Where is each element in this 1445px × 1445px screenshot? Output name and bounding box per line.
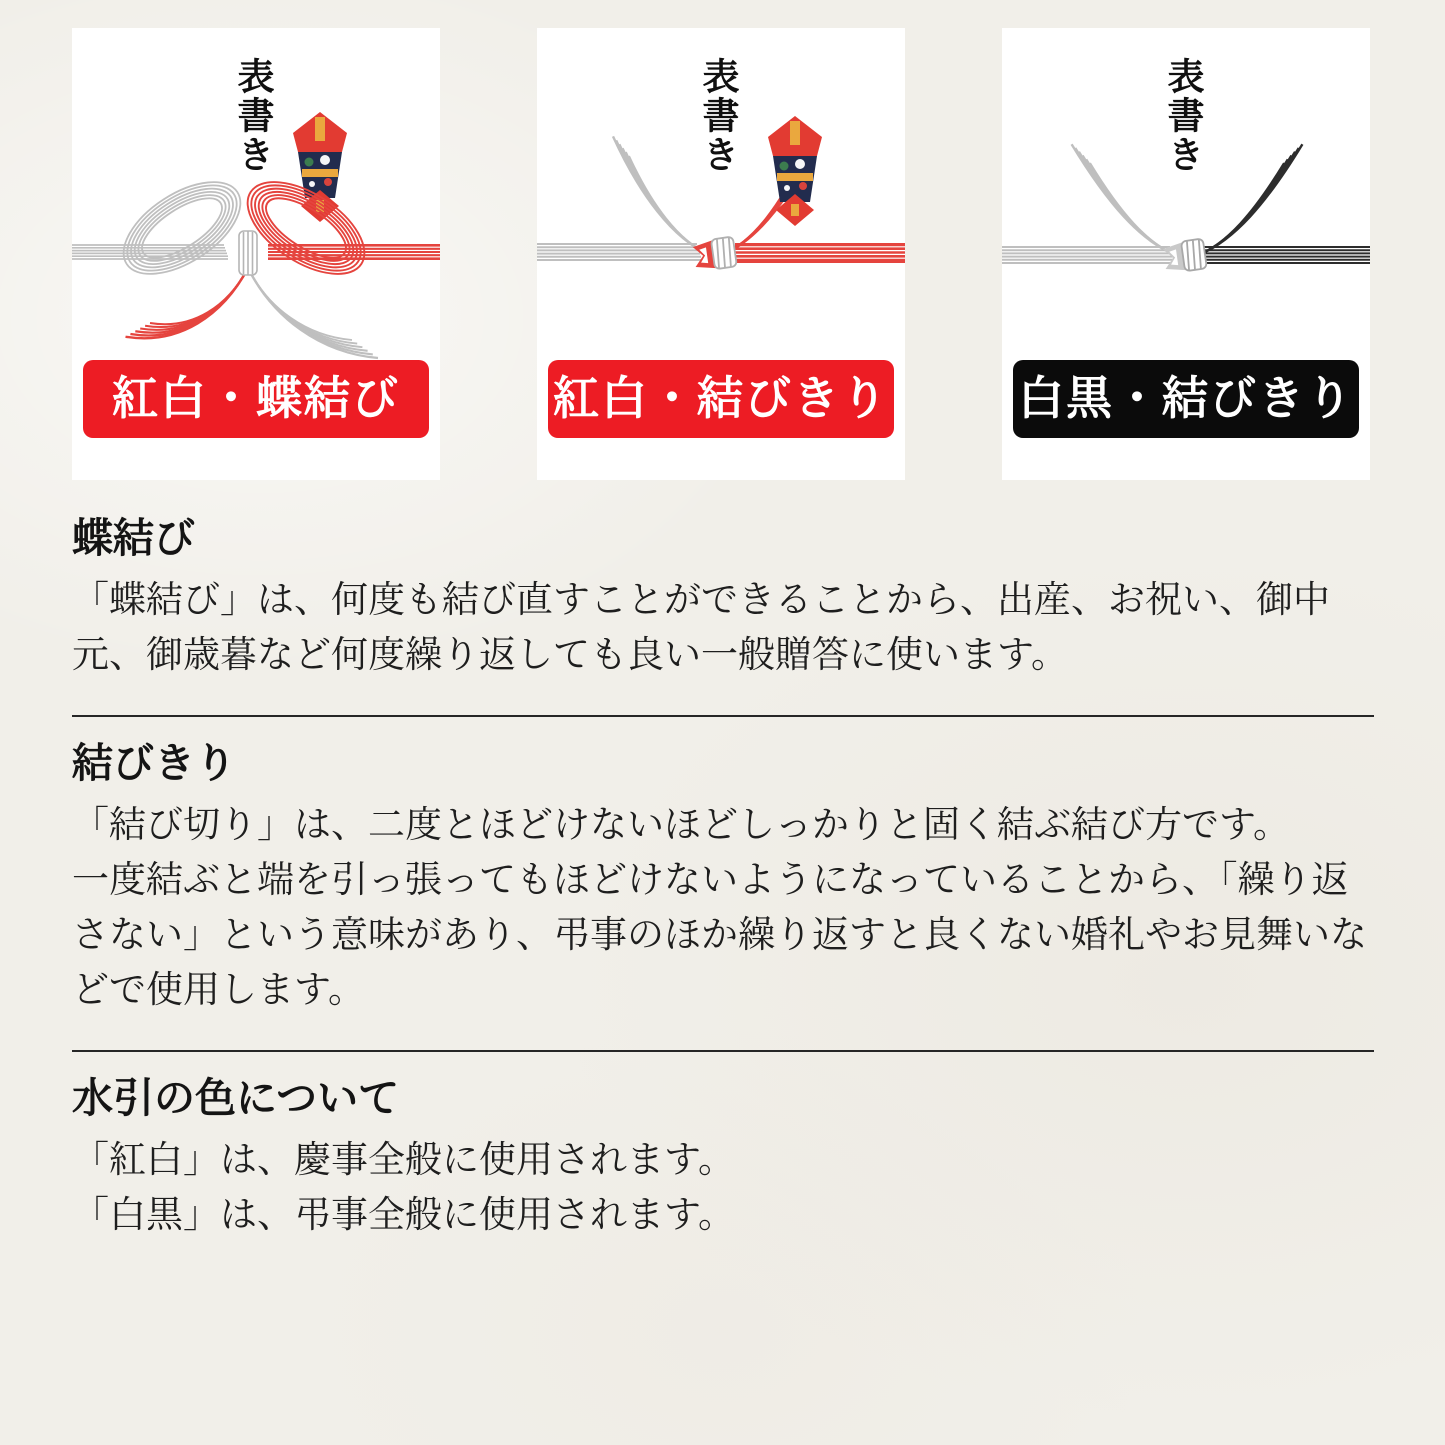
caption-badge-shirokuro-musubikiri: 白黒・結びきり: [1013, 360, 1359, 438]
noshi-examples-row: [72, 28, 1370, 480]
section-paragraph: 一度結ぶと端を引っ張ってもほどけないようになっていることから、「繰り返さない」という意味があり、弔事のほか繰り返すと良くない婚礼やお見舞いなどで使用します。: [72, 860, 1367, 1011]
caption-badge-kohaku-musubikiri: 紅白・結びきり: [548, 360, 894, 438]
divider: [72, 715, 1374, 717]
section-paragraph: 「白黒」は、弔事全般に使用されます。: [72, 1195, 736, 1236]
section-heading-chomusubi: 蝶結び: [72, 515, 195, 561]
section-chomusubi: [72, 515, 1374, 683]
knot-wrap: [239, 231, 257, 275]
section-paragraph: 「結び切り」は、二度とほどけないほどしっかりと固く結ぶ結び方です。: [72, 805, 1291, 846]
omotegaki-vertical-label: 表書き: [231, 57, 273, 174]
explanation-sections: [72, 515, 1374, 1243]
noshi-card-shirokuro-musubikiri: [1002, 28, 1370, 480]
omotegaki-vertical-label: 表書き: [696, 57, 738, 174]
section-paragraph: 「紅白」は、慶事全般に使用されます。: [72, 1140, 736, 1181]
section-paragraph: 「蝶結び」は、何度も結び直すことができることから、出産、お祝い、御中元、御歳暮など何度繰り返しても良い一般贈答に使います。: [72, 580, 1330, 676]
section-heading-mizuhiki-colors: 水引の色について: [72, 1075, 400, 1121]
divider: [72, 1050, 1374, 1052]
section-mizuhiki-colors: [72, 1075, 1374, 1243]
omotegaki-vertical-label: 表書き: [1161, 57, 1203, 174]
caption-badge-kohaku-chomusubi: 紅白・蝶結び: [83, 360, 429, 438]
section-heading-musubikiri: 結びきり: [72, 740, 236, 786]
noshi-card-kohaku-chomusubi: [72, 28, 440, 480]
section-musubikiri: [72, 740, 1374, 1018]
noshi-card-kohaku-musubikiri: [537, 28, 905, 480]
